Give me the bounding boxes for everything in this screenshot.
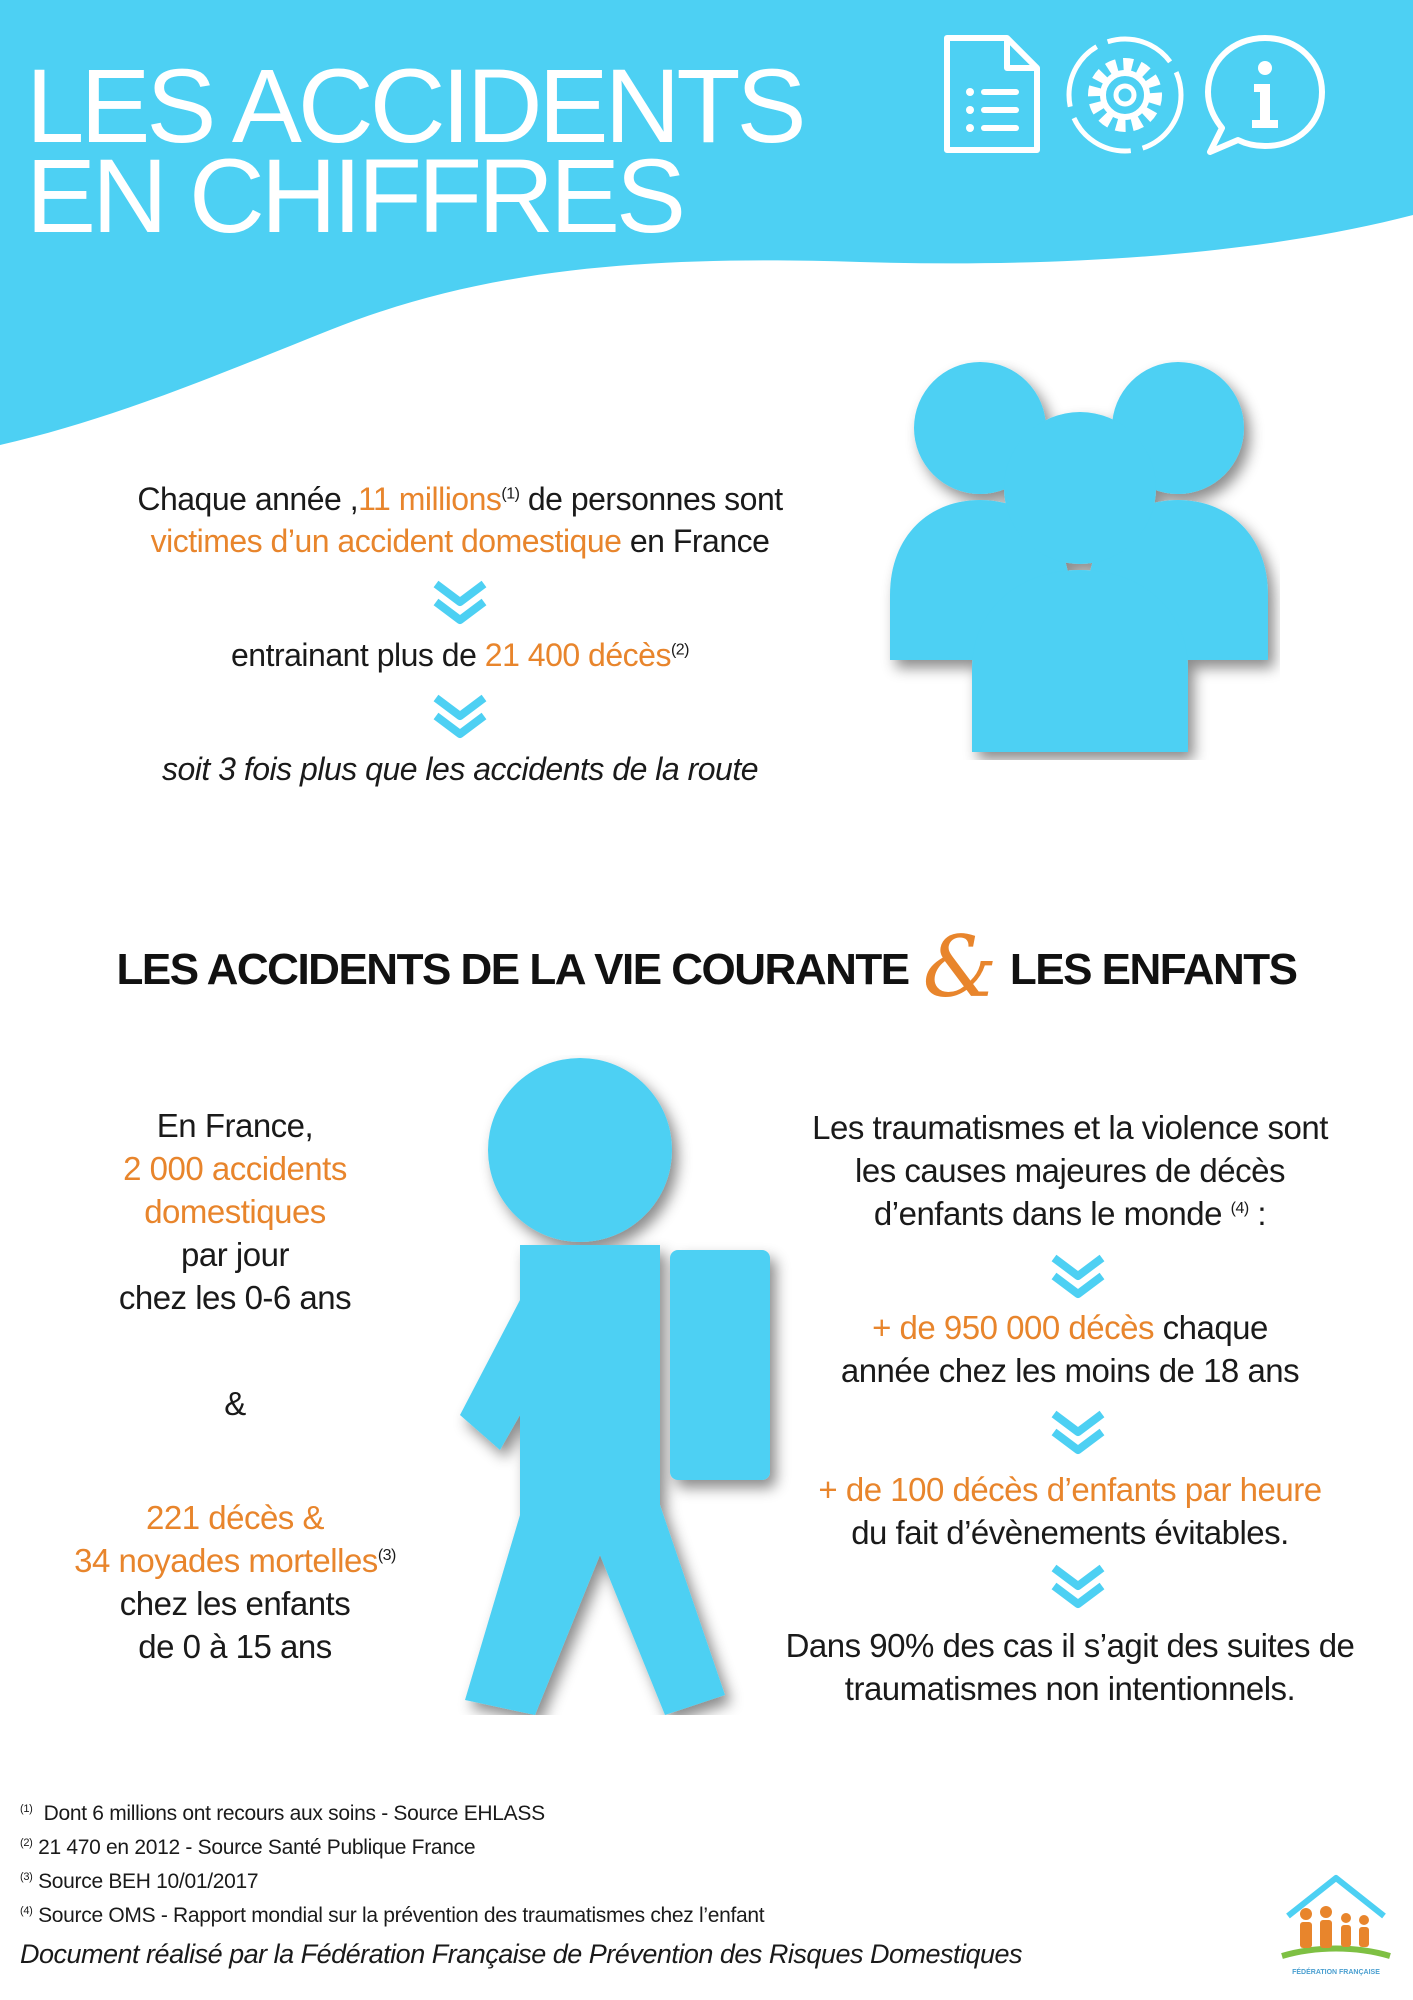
left-text: chez les enfants bbox=[119, 1585, 351, 1622]
section-heading bbox=[0, 918, 1413, 1016]
right-text: : bbox=[1248, 1195, 1267, 1232]
footnote-ref: (3) bbox=[20, 1871, 33, 1883]
page-title bbox=[26, 48, 803, 255]
house-family-logo bbox=[1276, 1872, 1396, 1964]
document-credit: Document réalisé par la Fédération Française de Prévention des Risques Domestiques bbox=[20, 1939, 1023, 1969]
left-text: par jour bbox=[181, 1236, 289, 1273]
right-stat-100-par-heure bbox=[770, 1468, 1370, 1554]
footnote-4 bbox=[20, 1899, 1220, 1933]
left-text: En France, bbox=[156, 1107, 314, 1144]
intro-text: en France bbox=[621, 523, 770, 559]
footnote-ref: (1) bbox=[501, 485, 520, 503]
right-text: d’enfants dans le monde bbox=[873, 1195, 1231, 1232]
chevron-down-icon bbox=[1048, 1408, 1108, 1458]
right-text: année chez les moins de 18 ans bbox=[840, 1352, 1300, 1389]
footnote-text: Source BEH 10/01/2017 bbox=[32, 1870, 259, 1893]
footnote-1 bbox=[20, 1797, 1220, 1831]
logo-text: FÉDÉRATION FRANÇAISE bbox=[1292, 1969, 1380, 1976]
right-text: Dans 90% des cas il s’agit des suites de bbox=[785, 1627, 1355, 1664]
ffprd-logo bbox=[1276, 1872, 1396, 1982]
right-text: traumatismes non intentionnels. bbox=[844, 1670, 1296, 1707]
section-heading-right: LES ENFANTS bbox=[1009, 945, 1297, 994]
section-heading-left: LES ACCIDENTS DE LA VIE COURANTE bbox=[116, 945, 909, 994]
right-text: les causes majeures de décès bbox=[855, 1152, 1285, 1189]
footnote-text: Dont 6 millions ont recours aux soins - Source EHLASS bbox=[32, 1802, 545, 1825]
deaths-paragraph bbox=[60, 634, 860, 676]
right-column-intro bbox=[770, 1106, 1370, 1235]
people-group-icon bbox=[880, 360, 1280, 760]
intro-paragraph bbox=[60, 478, 860, 562]
chevron-down-icon bbox=[1048, 1562, 1108, 1612]
info-icon bbox=[1200, 30, 1330, 160]
footnote-ref: (3) bbox=[377, 1547, 396, 1564]
footnotes bbox=[20, 1797, 1220, 1933]
left-column bbox=[30, 1104, 440, 1319]
footnote-ref: (1) bbox=[20, 1803, 33, 1815]
deaths-text: entrainant plus de bbox=[230, 637, 485, 673]
footnote-ref: (4) bbox=[1230, 1200, 1249, 1217]
title-line-1: LES ACCIDENTS bbox=[26, 48, 803, 165]
left-text: de 0 à 15 ans bbox=[138, 1628, 332, 1665]
ampersand: & bbox=[922, 918, 996, 1016]
stat-100-deces-par-heure: + de 100 décès d’enfants par heure bbox=[818, 1471, 1322, 1508]
stat-2000-accidents: 2 000 accidents bbox=[123, 1150, 347, 1187]
left-ampersand: & bbox=[224, 1385, 246, 1422]
title-line-2: EN CHIFFRES bbox=[26, 138, 683, 255]
footnote-3 bbox=[20, 1865, 1220, 1899]
footnote-text: 21 470 en 2012 - Source Santé Publique France bbox=[32, 1836, 476, 1859]
left-text: chez les 0-6 ans bbox=[118, 1279, 352, 1316]
gear-icon bbox=[1060, 30, 1190, 160]
footnote-ref: (4) bbox=[20, 1905, 33, 1917]
right-text: Les traumatismes et la violence sont bbox=[812, 1109, 1328, 1146]
left-column-lower bbox=[30, 1496, 440, 1668]
comparison-text: soit 3 fois plus que les accidents de la route bbox=[161, 751, 759, 787]
intro-text: de personnes sont bbox=[519, 481, 783, 517]
chevron-down-icon bbox=[430, 692, 490, 742]
right-text: chaque bbox=[1153, 1309, 1268, 1346]
chevron-down-icon bbox=[430, 578, 490, 628]
stat-11-millions: 11 millions bbox=[358, 481, 502, 517]
footnote-ref: (2) bbox=[670, 641, 689, 659]
stat-domestiques: domestiques bbox=[144, 1193, 326, 1230]
child-schoolbag-icon bbox=[440, 1055, 800, 1715]
stat-34-noyades: 34 noyades mortelles bbox=[74, 1542, 378, 1579]
document-icon bbox=[925, 30, 1055, 160]
footnote-2 bbox=[20, 1831, 1220, 1865]
footnote-text: Source OMS - Rapport mondial sur la prévention des traumatismes chez l’enfant bbox=[32, 1904, 765, 1927]
highlight-victims: victimes d’un accident domestique bbox=[150, 523, 622, 559]
stat-950000-deces: + de 950 000 décès bbox=[872, 1309, 1154, 1346]
right-stat-950000 bbox=[770, 1306, 1370, 1392]
chevron-down-icon bbox=[1048, 1252, 1108, 1302]
intro-text: Chaque année , bbox=[137, 481, 359, 517]
footnote-ref: (2) bbox=[20, 1837, 33, 1849]
stat-21400-deces: 21 400 décès bbox=[484, 637, 671, 673]
stat-221-deces: 221 décès & bbox=[146, 1499, 324, 1536]
right-text: du fait d’évènements évitables. bbox=[851, 1514, 1289, 1551]
right-conclusion bbox=[770, 1624, 1370, 1710]
